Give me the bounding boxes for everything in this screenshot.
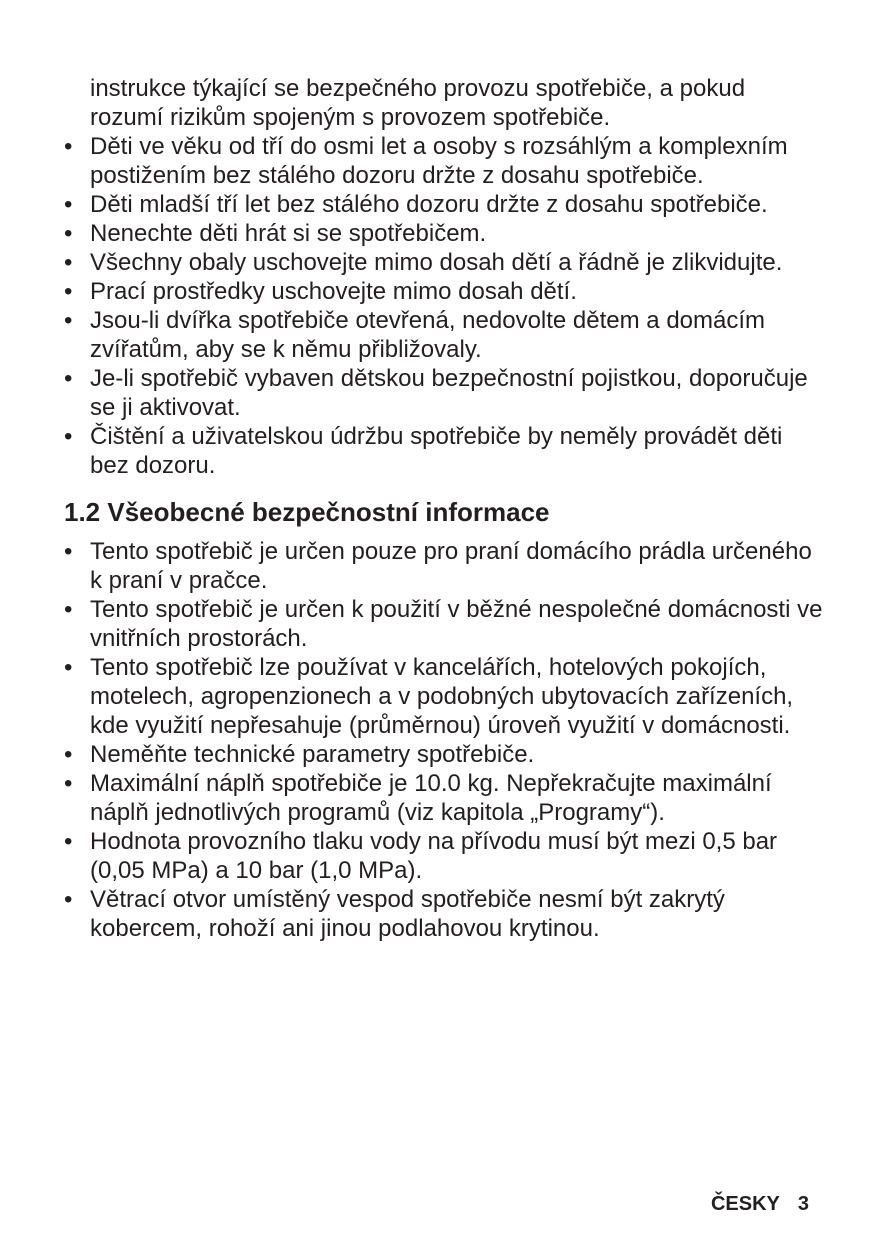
bullet-icon: •: [64, 365, 73, 392]
list-item-text: Jsou-li dvířka spotřebiče otevřená, nedovolte dětem a domácím zvířatům, aby se k němu přibližovaly.: [90, 307, 766, 363]
bullet-icon: •: [64, 191, 73, 218]
bullet-icon: •: [64, 770, 73, 797]
bullet-icon: •: [64, 220, 73, 247]
list-item-text: Tento spotřebič je určen k použití v běžné nespolečné domácnosti ve vnitřních prostorách.: [90, 596, 823, 652]
list-item-text: Děti ve věku od tří do osmi let a osoby s rozsáhlým a komplexním postižením bez stálého dozoru držte z dosahu spotřebiče.: [90, 133, 788, 189]
list-item: [64, 132, 824, 190]
list-item-text: Je-li spotřebič vybaven dětskou bezpečnostní pojistkou, doporučuje se ji aktivovat.: [90, 365, 808, 421]
list-item: [64, 219, 824, 248]
list-item: [64, 277, 824, 306]
section-heading: 1.2 Všeobecné bezpečnostní informace: [64, 497, 550, 527]
page-number: 3: [797, 1193, 809, 1215]
bullet-icon: •: [64, 828, 73, 855]
list-item-text: Tento spotřebič lze používat v kancelářích, hotelových pokojích, motelech, agropenzionech a v podobných ubytovacích zařízeních, kde využití nepřesahuje (průměrnou) úroveň využití v domácnosti.: [90, 654, 794, 739]
bullet-icon: •: [64, 307, 73, 334]
bullet-icon: •: [64, 741, 73, 768]
intro-continuation: instrukce týkající se bezpečného provozu spotřebiče, a pokud rozumí rizikům spojeným s provozem spotřebiče.: [90, 75, 746, 131]
bullet-icon: •: [64, 596, 73, 623]
list-item: [64, 248, 824, 277]
bullet-icon: •: [64, 886, 73, 913]
children-safety-list: [64, 132, 824, 480]
list-item-text: Nenechte děti hrát si se spotřebičem.: [90, 220, 487, 247]
general-safety-list: [64, 537, 824, 943]
list-item: [64, 827, 824, 885]
list-item: [64, 885, 824, 943]
list-item-text: Všechny obaly uschovejte mimo dosah dětí a řádně je zlikvidujte.: [90, 249, 783, 276]
footer-language: ČESKY: [710, 1193, 780, 1215]
list-item: [64, 653, 824, 740]
list-item-text: Tento spotřebič je určen pouze pro praní domácího prádla určeného k praní v pračce.: [90, 538, 812, 594]
bullet-icon: •: [64, 249, 73, 276]
list-item-text: Čištění a uživatelskou údržbu spotřebiče by neměly provádět děti bez dozoru.: [90, 423, 783, 479]
list-item-text: Neměňte technické parametry spotřebiče.: [90, 741, 535, 768]
list-item: [64, 306, 824, 364]
bullet-icon: •: [64, 133, 73, 160]
list-item-text: Hodnota provozního tlaku vody na přívodu musí být mezi 0,5 bar (0,05 MPa) a 10 bar (1,0 MPa).: [90, 828, 778, 884]
list-item: [64, 190, 824, 219]
list-item: [64, 595, 824, 653]
manual-page: [64, 74, 824, 943]
list-item-text: Větrací otvor umístěný vespod spotřebiče nesmí být zakrytý kobercem, rohoží ani jinou podlahovou krytinou.: [90, 886, 725, 942]
bullet-icon: •: [64, 278, 73, 305]
list-item: [64, 769, 824, 827]
bullet-icon: •: [64, 538, 73, 565]
list-item: [64, 364, 824, 422]
bullet-icon: •: [64, 423, 73, 450]
page-footer: [711, 1190, 809, 1218]
list-item-text: Děti mladší tří let bez stálého dozoru držte z dosahu spotřebiče.: [90, 191, 768, 218]
list-item: [64, 537, 824, 595]
list-item: [64, 740, 824, 769]
list-item-text: Prací prostředky uschovejte mimo dosah dětí.: [90, 278, 577, 305]
list-item: [64, 422, 824, 480]
list-item-text: Maximální náplň spotřebiče je 10.0 kg. Nepřekračujte maximální náplň jednotlivých programů (viz kapitola „Programy“).: [90, 770, 772, 826]
bullet-icon: •: [64, 654, 73, 681]
